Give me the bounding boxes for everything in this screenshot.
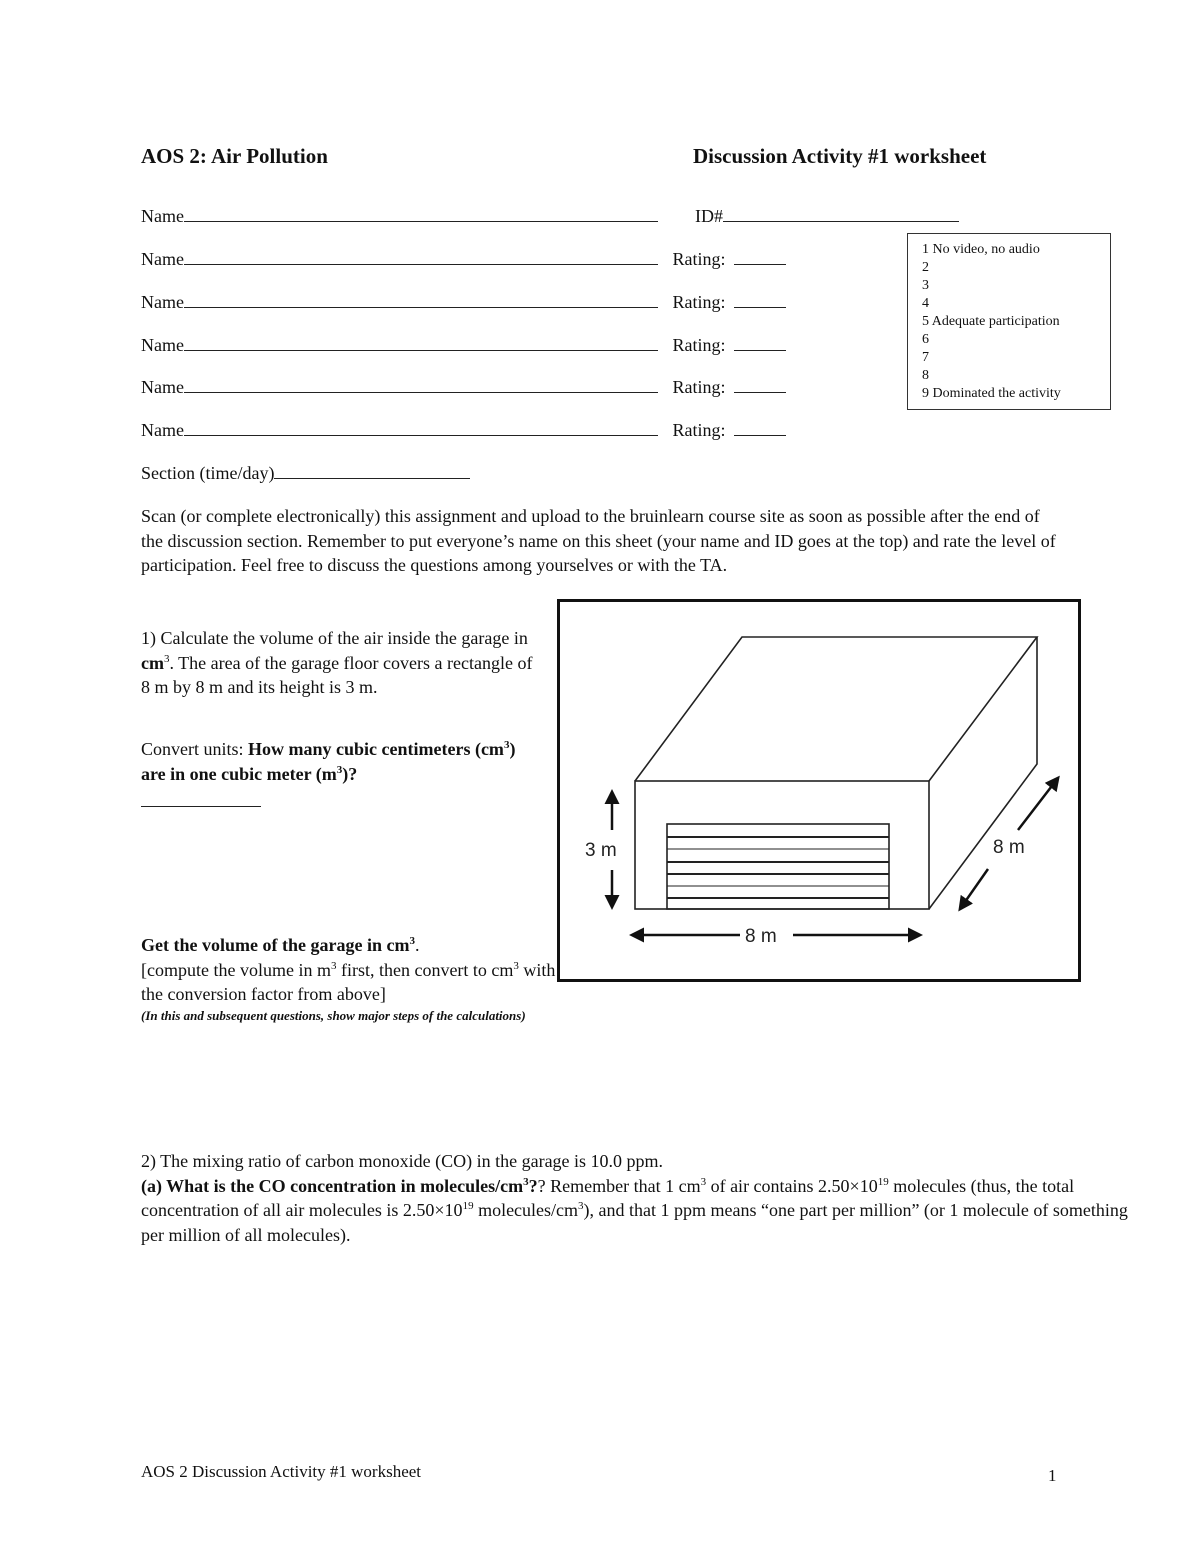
rating-scale-item: 4 [922,296,929,311]
calculation-note: (In this and subsequent questions, show major steps of the calculations) [141,1008,526,1023]
rating-label: Rating: [672,292,726,312]
rating-scale-item: 8 [922,368,929,383]
section-field[interactable] [141,463,470,484]
name-input-line[interactable] [184,421,658,436]
id-label: ID# [695,206,723,226]
section-input-line[interactable] [274,464,470,479]
rating-label: Rating: [672,249,726,269]
rating-scale-item: 2 [922,260,929,275]
volume-hint: [compute the volume in m [141,959,331,980]
id-field[interactable] [695,206,959,227]
rating-scale-item: 7 [922,350,929,365]
footer-label: AOS 2 Discussion Activity #1 worksheet [141,1462,422,1481]
rating-scale-item: 3 [922,278,929,293]
question-1-convert: Convert units: How many cubic centimeters $(cm^3)$ are in one cubic meter $(m^3)$? [141,739,516,784]
rating-input-line[interactable] [734,336,786,351]
convert-question: )? [342,763,358,784]
exponent: 19 [877,1175,889,1188]
name-input-line[interactable] [184,293,658,308]
rating-scale-item: 6 [922,332,929,347]
q2a-text: molecules/cm [473,1200,579,1220]
q1-unit: cm [141,652,164,673]
name-label: Name [141,292,184,312]
question-1-intro: 1) Calculate the volume of the air inside the garage in $cm^3$. The area of the garage floor covers a rectangle of 8 m by 8 m and its height is 3 m. [141,628,533,697]
rating-input-line[interactable] [734,421,786,436]
q2a-text: molecules (thus, the total concentration of all air molecules is 2.50×10 [141,1175,1075,1220]
q2a-text: of air contains 2.50×10 [706,1175,878,1196]
depth-label: 8 m [993,837,1025,858]
exponent: 19 [462,1200,474,1212]
q2a-text: ), and that 1 ppm means “one part per million” (or 1 molecule of something per million of all molecules). [141,1200,1128,1245]
exponent: 3 [578,1200,584,1212]
page-number: 1 [1048,1466,1057,1485]
volume-prompt: Get the volume of the garage in cm [141,935,410,955]
member-row[interactable] [141,420,786,441]
name-input-line[interactable] [184,207,658,222]
section-label: Section (time/day) [141,463,275,483]
rating-input-line[interactable] [734,378,786,393]
member-row[interactable] [141,377,786,398]
rating-input-line[interactable] [734,250,786,265]
worksheet-title: Discussion Activity #1 worksheet [693,144,987,168]
rating-scale-item: 1 No video, no audio [922,242,1040,257]
width-label: 8 m [745,926,777,947]
garage-drawing [560,602,1078,979]
height-label: 3 m [585,840,617,861]
name-input-line[interactable] [184,250,658,265]
name-label: Name [141,249,184,269]
member-row[interactable] [141,292,786,313]
id-input-line[interactable] [723,207,959,222]
q2a-text: ? Remember that 1 cm [537,1175,701,1196]
q1-text: 1) Calculate the volume of the air inside the garage in [141,628,528,648]
name-input-line[interactable] [184,378,658,393]
volume-hint: with the conversion factor from above] [141,959,556,1004]
volume-hint: first, then convert to cm [336,959,514,980]
question-1-volume: Get the volume of the garage in $cm^3$. [compute the volume in $m^3$ first, then convert to $cm^3$ with the conversion factor from above] [141,935,556,1004]
member-row[interactable] [141,249,786,270]
name-label: Name [141,420,184,440]
rating-scale-item: 9 Dominated the activity [922,386,1061,401]
name-input-line[interactable] [184,336,658,351]
q2-intro: 2) The mixing ratio of carbon monoxide (CO) in the garage is 10.0 ppm. [141,1151,664,1171]
name-label: Name [141,335,184,355]
rating-label: Rating: [672,420,726,440]
member-row[interactable] [141,335,786,356]
conversion-answer-line[interactable] [141,806,261,807]
rating-label: Rating: [672,335,726,355]
convert-label: Convert units: [141,739,248,759]
convert-question: How many cubic centimeters (cm [248,739,504,759]
q1-text: . The area of the garage floor covers a rectangle of 8 m by 8 m and its height is 3 m. [141,652,533,697]
rating-scale-item: 5 Adequate participation [922,314,1060,329]
convert-question: ) are in one cubic meter (m [141,739,516,784]
question-2: 2) The mixing ratio of carbon monoxide (CO) in the garage is 10.0 ppm. (a) What is the CO concentration in molecules/$cm^3$?? Remember that 1 $cm^3$ of air contains $2.50\times 10^{19}$ molecules (thus, the total concentration of all air molecules is $2.50\times 10^{19}$ molecules/$cm^3$), and that 1 ppm means “one part per million” (or 1 molecule of something per million of all molecules). [141,1151,1128,1245]
rating-scale-legend [907,233,1111,410]
name-field-main[interactable] [141,206,658,227]
garage-diagram [557,599,1081,982]
q2a-question: (a) What is the CO concentration in molecules/cm [141,1175,524,1196]
instructions: Scan (or complete electronically) this assignment and upload to the bruinlearn course site as soon as possible after the end of the discussion section. Remember to put everyone’s name on this sheet (your name and ID goes at the top) and rate the level of participation. Feel free to discuss the questions among yourselves or with the TA. [141,506,1056,575]
course-title: AOS 2: Air Pollution [141,144,328,168]
rating-label: Rating: [672,377,726,397]
rating-input-line[interactable] [734,293,786,308]
name-label: Name [141,377,184,397]
name-label: Name [141,206,184,226]
